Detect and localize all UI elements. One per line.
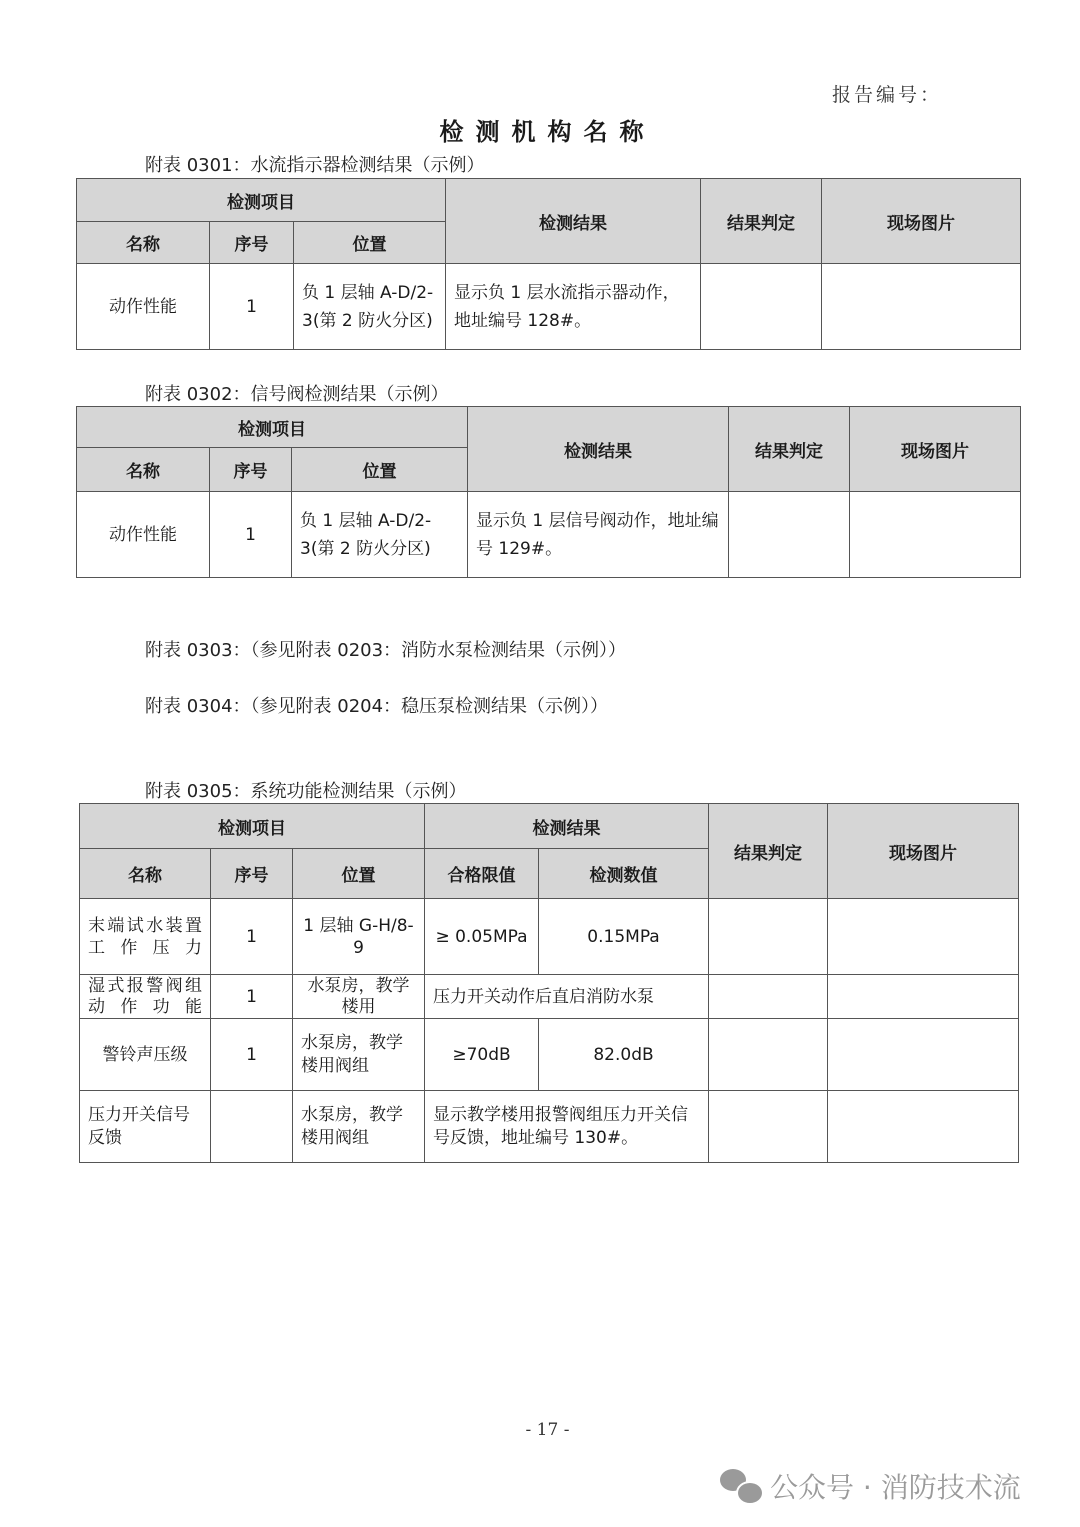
- header-photo: 现场图片: [828, 804, 1019, 899]
- cell-seq: [211, 1091, 293, 1163]
- cell-value: 82.0dB: [539, 1019, 709, 1091]
- cell-merged-result: 压力开关动作后直启消防水泵: [425, 975, 709, 1019]
- header-judgment: 结果判定: [701, 179, 822, 264]
- cell-seq: 1: [210, 264, 294, 350]
- cell-judgment: [709, 1091, 828, 1163]
- table-row: [80, 1019, 1019, 1091]
- header-name: 名称: [80, 849, 211, 899]
- cell-location: 水泵房，教学楼用阀组: [293, 1019, 425, 1091]
- header-value: 检测数值: [539, 849, 709, 899]
- header-photo: 现场图片: [822, 179, 1021, 264]
- header-seq: 序号: [211, 849, 293, 899]
- cell-photo: [850, 492, 1021, 578]
- cell-photo: [828, 899, 1019, 975]
- header-test-result: 检测结果: [425, 804, 709, 849]
- header-photo: 现场图片: [850, 407, 1021, 492]
- header-judgment: 结果判定: [709, 804, 828, 899]
- table-0301-caption: 附表 0301：水流指示器检测结果（示例）: [145, 155, 485, 176]
- cell-judgment: [729, 492, 850, 578]
- header-location: 位置: [292, 448, 468, 492]
- header-name: 名称: [77, 222, 210, 264]
- cell-limit: ≥70dB: [425, 1019, 539, 1091]
- cell-seq: 1: [211, 1019, 293, 1091]
- cell-name: 湿式报警阀组动作功能: [80, 975, 211, 1019]
- cell-seq: 1: [211, 899, 293, 975]
- header-seq: 序号: [210, 222, 294, 264]
- page-number: - 17 -: [525, 1420, 570, 1440]
- cell-result: 显示负 1 层水流指示器动作，地址编号 128#。: [446, 264, 701, 350]
- cell-seq: 1: [211, 975, 293, 1019]
- header-test-item: 检测项目: [77, 179, 446, 222]
- header-location: 位置: [293, 849, 425, 899]
- cell-location: 水泵房，教学楼用: [293, 975, 425, 1019]
- watermark: [720, 1466, 1021, 1506]
- wechat-icon: [720, 1469, 762, 1503]
- header-name: 名称: [77, 448, 210, 492]
- cell-limit: ≥ 0.05MPa: [425, 899, 539, 975]
- table-0302-caption: 附表 0302：信号阀检测结果（示例）: [145, 384, 449, 405]
- org-title: 检测机构名称: [439, 117, 656, 146]
- cell-location: 1 层轴 G-H/8-9: [293, 899, 425, 975]
- header-result: 检测结果: [468, 407, 729, 492]
- header-test-item: 检测项目: [80, 804, 425, 849]
- table-row: [80, 975, 1019, 1019]
- cell-photo: [822, 264, 1021, 350]
- cell-value: 0.15MPa: [539, 899, 709, 975]
- cell-judgment: [709, 899, 828, 975]
- cell-name: 压力开关信号反馈: [80, 1091, 211, 1163]
- cell-name: 警铃声压级: [80, 1019, 211, 1091]
- table-row: [80, 1091, 1019, 1163]
- header-judgment: 结果判定: [729, 407, 850, 492]
- cell-judgment: [709, 975, 828, 1019]
- header-result: 检测结果: [446, 179, 701, 264]
- cell-merged-result: 显示教学楼用报警阀组压力开关信号反馈，地址编号 130#。: [425, 1091, 709, 1163]
- watermark-text: 公众号 · 消防技术流: [770, 1471, 1021, 1504]
- cell-photo: [828, 1019, 1019, 1091]
- cell-location: 负 1 层轴 A-D/2-3(第 2 防火分区): [292, 492, 468, 578]
- cell-judgment: [709, 1019, 828, 1091]
- report-number-label: 报告编号：: [832, 84, 943, 106]
- header-test-item: 检测项目: [77, 407, 468, 448]
- table-0305-caption: 附表 0305：系统功能检测结果（示例）: [145, 781, 467, 802]
- table-0305: [79, 803, 1019, 1163]
- cell-photo: [828, 1091, 1019, 1163]
- cell-name: 动作性能: [77, 264, 210, 350]
- header-seq: 序号: [210, 448, 292, 492]
- table-row: [80, 899, 1019, 975]
- cell-seq: 1: [210, 492, 292, 578]
- cell-name: 动作性能: [77, 492, 210, 578]
- cell-name: 末端试水装置工作压力: [80, 899, 211, 975]
- table-0301: [76, 178, 1021, 350]
- cell-location: 水泵房，教学楼用阀组: [293, 1091, 425, 1163]
- table-row: [77, 492, 1021, 578]
- reference-0304: 附表 0304：（参见附表 0204：稳压泵检测结果（示例））: [145, 696, 609, 717]
- cell-judgment: [701, 264, 822, 350]
- reference-0303: 附表 0303：（参见附表 0203：消防水泵检测结果（示例））: [145, 640, 627, 661]
- header-limit: 合格限值: [425, 849, 539, 899]
- cell-photo: [828, 975, 1019, 1019]
- header-location: 位置: [294, 222, 446, 264]
- table-0302: [76, 406, 1021, 578]
- cell-result: 显示负 1 层信号阀动作，地址编号 129#。: [468, 492, 729, 578]
- cell-location: 负 1 层轴 A-D/2-3(第 2 防火分区): [294, 264, 446, 350]
- table-row: [77, 264, 1021, 350]
